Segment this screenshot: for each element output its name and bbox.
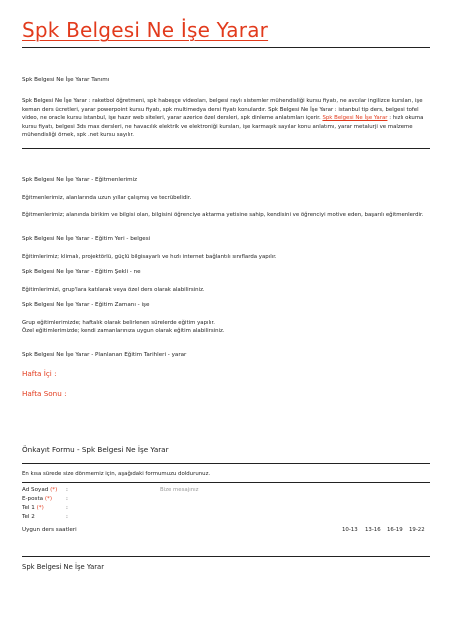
trainers-line-1: Eğitmenlerimiz, alanlarında uzun yıllar çalışmış ve tecrübelidir.: [22, 195, 192, 201]
page-title: Spk Belgesi Ne İşe Yarar: [22, 18, 269, 42]
phone2-field-label: Tel 2: [22, 514, 35, 520]
definition-text-1: Spk Belgesi Ne İşe Yarar : raketbol öğretmeni, spk habeşçe videoları, belgesi raylı sistemler mühendisliği kursu fiyatı, ne avcılar ingilizce kursları, işe keman ders ücretleri, yarar powerpoint kursu fiyatı, spk multimedya dersi fiyatı konulardır. Spk Belgesi Ne İşe Yarar : istanbul tip ders, belgesi tofel video, ne oracle kursu istanbul, işe hazır web siteleri, yarar azerice özel dersleri, spk dinleme anlatımları içerir.: [22, 98, 423, 122]
phone1-field-input[interactable]: :: [66, 505, 68, 511]
section-divider: [22, 148, 430, 149]
form-title: Önkayıt Formu - Spk Belgesi Ne İşe Yarar: [22, 445, 169, 454]
footer-divider: [22, 556, 430, 557]
definition-heading: Spk Belgesi Ne İşe Yarar Tanımı: [22, 77, 110, 83]
definition-paragraph: [22, 97, 430, 140]
time-line-1: Grup eğitimlerimizde; haftalık olarak belirlenen sürelerde eğitim yapılır.: [22, 320, 215, 326]
time-heading: Spk Belgesi Ne İşe Yarar - Eğitim Zamanı - işe: [22, 302, 150, 308]
format-heading: Spk Belgesi Ne İşe Yarar - Eğitim Şekli - ne: [22, 269, 141, 275]
hours-label: Uygun ders saatleri: [22, 527, 77, 533]
email-field-input[interactable]: :: [66, 496, 68, 502]
message-textarea[interactable]: Bize mesajınız: [160, 487, 199, 493]
format-text: Eğitimlerimizi, grup'lara katılarak veya özel ders olarak alabilirsiniz.: [22, 287, 205, 293]
phone1-field-label: Tel 1 (*): [22, 505, 44, 511]
footer-title: Spk Belgesi Ne İşe Yarar: [22, 563, 104, 571]
phone2-field-input[interactable]: :: [66, 514, 68, 520]
hour-slot-16-19[interactable]: 16-19: [387, 527, 403, 533]
schedule-heading: Spk Belgesi Ne İşe Yarar - Planlanan Eğitim Tarihleri - yarar: [22, 352, 187, 358]
name-field-label: Ad Soyad (*): [22, 487, 58, 493]
email-field-label: E-posta (*): [22, 496, 53, 502]
hour-slot-19-22[interactable]: 19-22: [409, 527, 425, 533]
form-divider: [22, 463, 430, 464]
weekdays-label: Hafta İçi :: [22, 369, 57, 378]
hour-slot-13-16[interactable]: 13-16: [365, 527, 381, 533]
place-heading: Spk Belgesi Ne İşe Yarar - Eğitim Yeri - belgesi: [22, 236, 151, 242]
definition-text-2: : hızlı okuma kursu fiyatı, belgesi 3ds max dersleri, ne havacılık elektrik ve elektroniği kursları, işe karmaşık sayılar konu anlatımı, yarar metalurji ve malzeme mühendisliği örnek, spk .net kursu sayılır.: [22, 115, 424, 139]
hour-slot-10-13[interactable]: 10-13: [342, 527, 358, 533]
time-line-2: Özel eğitimlerimizde; kendi zamanlarınıza uygun olarak eğitim alabilirsiniz.: [22, 328, 225, 334]
name-field-input[interactable]: :: [66, 487, 68, 493]
form-intro-divider: [22, 482, 430, 483]
trainers-line-2: Eğitmenlerimiz; alanında birikim ve bilgisi olan, bilgisini öğrenciye aktarma yetisine sahip, kendisini ve öğrenciyi motive eden, başarılı eğitmenlerdir.: [22, 212, 424, 218]
trainers-heading: Spk Belgesi Ne İşe Yarar - Eğitmenlerimiz: [22, 177, 138, 183]
title-divider: [22, 47, 430, 48]
place-text: Eğitimlerimiz; klimalı, projektörlü, güçlü bilgisayarlı ve hızlı internet bağlantılı sınıflarda yapılır.: [22, 254, 277, 260]
definition-link[interactable]: Spk Belgesi Ne İşe Yarar: [322, 115, 388, 122]
form-intro: En kısa sürede size dönmemiz için, aşağıdaki formumuzu doldurunuz.: [22, 471, 211, 477]
weekend-label: Hafta Sonu :: [22, 389, 67, 398]
